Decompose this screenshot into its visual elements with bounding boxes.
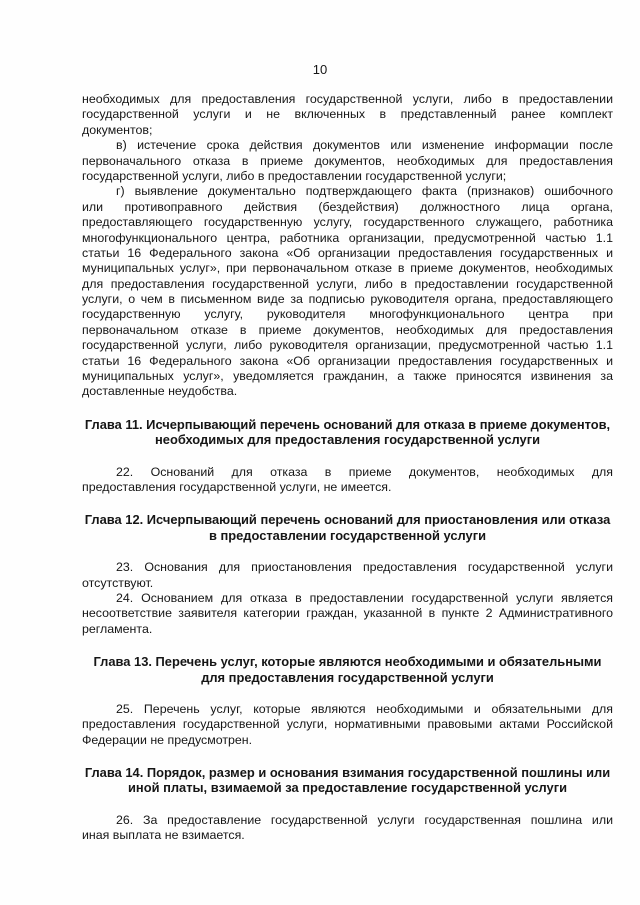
paragraph-line: государственной услуги, либо руководителя организации, предусмотренной частью 1.1: [82, 338, 613, 353]
chapter-heading-line: Глава 14. Порядок, размер и основания взимания государственной пошлины или: [84, 765, 611, 781]
chapter-heading-line: Глава 12. Исчерпывающий перечень оснований для приостановления или отказа: [84, 512, 611, 528]
chapter-heading: [82, 654, 613, 685]
paragraph-line: 22. Оснований для отказа в приеме документов, необходимых для: [116, 464, 613, 479]
paragraph-line: услуги, о чем в письменном виде за подписью руководителя органа, предоставляющего: [82, 292, 613, 307]
spacer: [82, 796, 613, 813]
paragraph-line: или противоправного действия (бездействия) должностного лица органа,: [82, 199, 613, 214]
paragraph-line: доставленные неудобства.: [82, 384, 238, 399]
paragraph-line: отсутствуют.: [82, 575, 154, 590]
paragraph-line: в) истечение срока действия документов или изменение информации после: [116, 138, 613, 153]
paragraph: [82, 813, 613, 844]
spacer: [82, 495, 613, 512]
paragraph-line: муниципальных услуг», уведомляется гражданин, а также приносятся извинения за: [82, 369, 613, 384]
paragraph: [82, 92, 613, 138]
paragraph-line: г) выявление документально подтверждающего факта (признаков) ошибочного: [116, 184, 613, 199]
paragraph-line: необходимых для предоставления государственной услуги, либо в предоставлении: [82, 92, 613, 106]
paragraph-line: многофункционального центра, работника организации, предусмотренной частью 1.1: [82, 230, 613, 245]
paragraph: [82, 465, 613, 496]
paragraph-line: муниципальных услуг», при первоначальном отказе в приеме документов, необходимых: [82, 261, 613, 276]
paragraph-line: предоставления государственной услуги, не имеется.: [82, 479, 392, 494]
chapter-heading-line: необходимых для предоставления государственной услуги: [154, 432, 541, 448]
paragraph-line: 23. Основания для приостановления предоставления государственной услуги: [116, 560, 613, 575]
chapter-heading-line: иной платы, взимаемой за предоставление государственной услуги: [127, 780, 568, 796]
paragraph-line: статьи 16 Федерального закона «Об организации предоставления государственных и: [82, 353, 613, 368]
paragraph-line: государственной услуги и не включенных в представленный ранее комплект: [82, 107, 613, 122]
paragraph-line: 24. Основанием для отказа в предоставлении государственной услуги является: [116, 590, 613, 605]
paragraph-line: предоставляющего государственную услугу, государственного служащего, работника: [82, 215, 613, 230]
paragraph-line: 25. Перечень услуг, которые являются необходимыми и обязательными для: [116, 701, 613, 716]
chapter-heading-line: Глава 11. Исчерпывающий перечень оснований для отказа в приеме документов,: [84, 416, 611, 432]
spacer: [82, 543, 613, 560]
paragraph: [82, 560, 613, 591]
paragraph-line: государственной услуги, либо в предоставлении государственной услуги;: [82, 168, 507, 183]
chapter-heading-line: в предоставлении государственной услуги: [208, 527, 487, 543]
spacer: [82, 685, 613, 702]
paragraph: [82, 184, 613, 399]
chapter-heading: [82, 765, 613, 796]
paragraph-line: государственную услугу, руководителя многофункционального центра при: [82, 307, 613, 322]
paragraph-line: для предоставления государственной услуги, либо в предоставлении государственной: [82, 276, 613, 291]
page-number: 10: [312, 62, 328, 77]
spacer: [82, 400, 613, 417]
chapter-heading: [82, 417, 613, 448]
paragraph: [82, 591, 613, 637]
paragraph-line: Федерации не предусмотрен.: [82, 732, 253, 747]
paragraph-line: предоставления государственной услуги, нормативными правовыми актами Российской: [82, 717, 613, 732]
paragraph-line: статьи 16 Федерального закона «Об организации предоставления государственных и: [82, 245, 613, 260]
chapter-heading: [82, 512, 613, 543]
spacer: [82, 448, 613, 465]
paragraph-line: первоначального отказа в приеме документов, необходимых для предоставления: [82, 153, 613, 168]
paragraph-line: регламента.: [82, 621, 153, 636]
paragraph-line: документов;: [82, 122, 153, 137]
paragraph-line: первоначальном отказе в приеме документов, необходимых для предоставления: [82, 322, 613, 337]
paragraph: [82, 138, 613, 184]
paragraph-line: несоответствие заявителя категории граждан, указанной в пункте 2 Административного: [82, 606, 613, 621]
chapter-heading-line: для предоставления государственной услуги: [201, 669, 494, 685]
spacer: [82, 748, 613, 765]
paragraph: [82, 702, 613, 748]
text-column: [82, 92, 613, 844]
paragraph-line: иная выплата не взимается.: [82, 828, 245, 843]
chapter-heading-line: Глава 13. Перечень услуг, которые являются необходимыми и обязательными: [93, 654, 602, 670]
paragraph-line: 26. За предоставление государственной услуги государственная пошлина или: [116, 812, 613, 827]
spacer: [82, 637, 613, 654]
